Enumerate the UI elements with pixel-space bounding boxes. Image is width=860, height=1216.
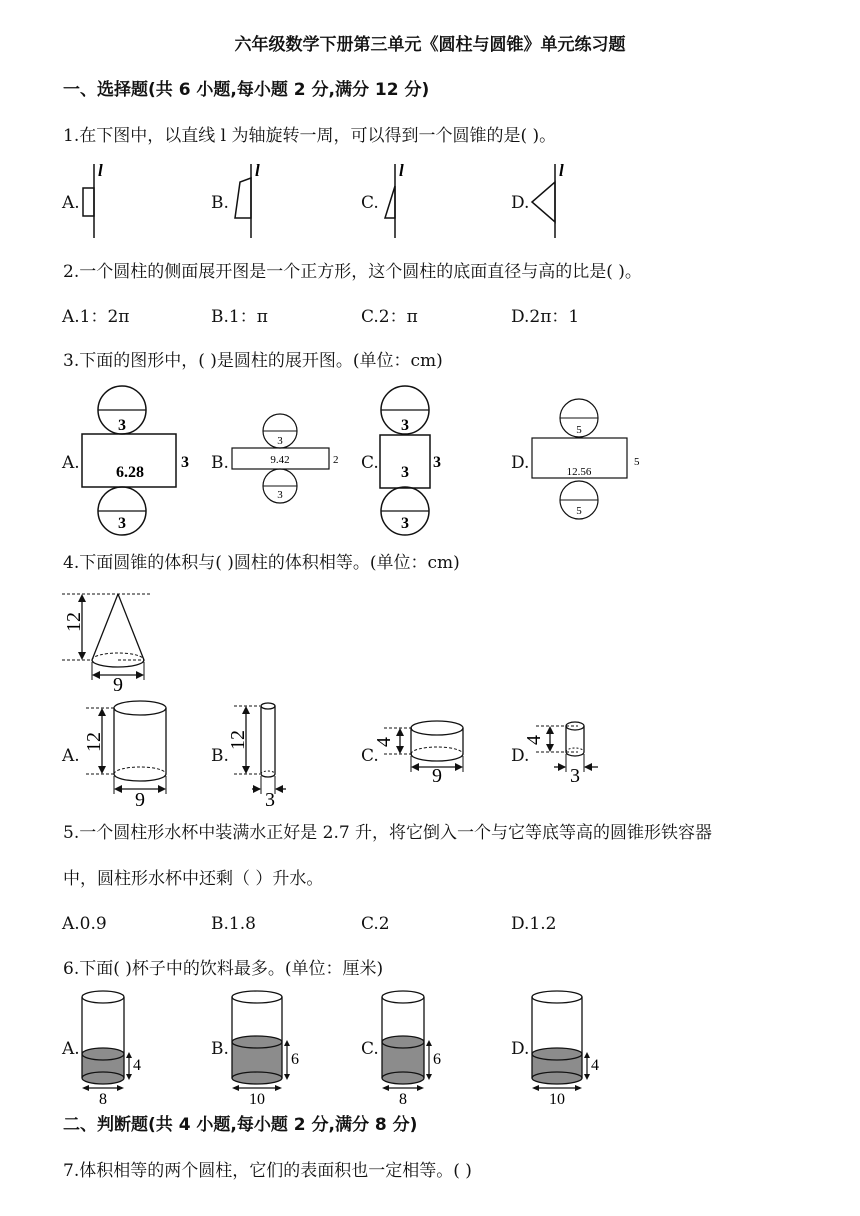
q1-option-c[interactable]: C. [361,193,379,213]
q4-cylinder-d [523,718,620,788]
q6-cup-c [380,988,450,1108]
q3-net-d [530,398,650,523]
svg-text:5: 5 [576,505,582,517]
svg-text:8: 8 [399,1091,407,1108]
svg-text:12: 12 [83,732,105,752]
svg-text:9: 9 [135,789,145,811]
svg-text:3: 3 [277,435,283,447]
axis-label: l [98,161,103,180]
q6-option-a[interactable]: A. [62,1039,80,1059]
q2-option-c[interactable]: C.2：π [361,307,418,327]
svg-text:9: 9 [113,674,123,696]
q3-net-b [230,412,350,508]
svg-text:8: 8 [99,1091,107,1108]
axis-label: l [399,161,404,180]
svg-text:4: 4 [523,735,545,745]
q3-net-c [378,385,458,535]
svg-text:9: 9 [432,765,442,787]
question-1-text: 1.在下图中，以直线 l 为轴旋转一周，可以得到一个圆锥的是( )。 [63,126,557,146]
question-2-text: 2.一个圆柱的侧面展开图是一个正方形，这个圆柱的底面直径与高的比是( )。 [63,262,642,282]
svg-text:3: 3 [401,464,409,481]
question-3-text: 3.下面的图形中，( )是圆柱的展开图。(单位：cm) [63,351,443,371]
svg-text:3: 3 [118,417,126,434]
svg-text:12: 12 [227,730,249,750]
axis-label: l [559,161,564,180]
svg-text:3: 3 [401,515,409,532]
q5-option-d[interactable]: D.1.2 [511,914,557,934]
q4-cylinder-a [83,696,184,811]
svg-text:10: 10 [249,1091,265,1108]
q4-option-b[interactable]: B. [211,746,229,766]
q6-cup-d [530,988,610,1108]
q2-option-a[interactable]: A.1：2π [62,307,130,327]
q1-figure-a [78,160,118,244]
svg-text:9.42: 9.42 [270,454,290,466]
q4-cylinder-c [373,718,480,788]
q6-cup-a [80,988,150,1108]
q5-option-b[interactable]: B.1.8 [211,914,256,934]
svg-text:3: 3 [570,765,580,787]
svg-text:3: 3 [181,454,189,471]
section-2-heading: 二、判断题(共 4 小题,每小题 2 分,满分 8 分) [63,1115,418,1135]
q4-option-d[interactable]: D. [511,746,530,766]
q1-option-a[interactable]: A. [62,193,80,213]
q6-option-d[interactable]: D. [511,1039,530,1059]
section-1-heading: 一、选择题(共 6 小题,每小题 2 分,满分 12 分) [63,80,430,100]
q2-option-d[interactable]: D.2π：1 [511,307,580,327]
svg-text:3: 3 [401,417,409,434]
svg-text:4: 4 [133,1057,141,1074]
q1-option-d[interactable]: D. [511,193,530,213]
question-7-text: 7.体积相等的两个圆柱，它们的表面积也一定相等。( ) [63,1161,472,1181]
q3-option-c[interactable]: C. [361,453,379,473]
svg-text:12: 12 [63,612,85,632]
svg-text:3: 3 [277,489,283,501]
question-6-text: 6.下面( )杯子中的饮料最多。(单位：厘米) [63,959,384,979]
q1-figure-d [525,160,575,244]
svg-text:6: 6 [291,1051,299,1068]
q3-option-b[interactable]: B. [211,453,229,473]
question-4-text: 4.下面圆锥的体积与( )圆柱的体积相等。(单位：cm) [63,553,460,573]
q4-option-c[interactable]: C. [361,746,379,766]
question-5-line-1: 5.一个圆柱形水杯中装满水正好是 2.7 升，将它倒入一个与它等底等高的圆锥形铁容器 [63,823,713,843]
svg-text:12.56: 12.56 [566,466,592,478]
axis-label: l [255,161,260,180]
q3-option-a[interactable]: A. [62,453,80,473]
svg-text:5: 5 [634,456,640,468]
q4-cylinder-b [227,696,302,811]
svg-text:4: 4 [591,1057,599,1074]
q4-cone [62,588,162,696]
q6-option-c[interactable]: C. [361,1039,379,1059]
svg-text:2: 2 [333,454,339,466]
svg-text:3: 3 [265,789,275,811]
q3-option-d[interactable]: D. [511,453,530,473]
svg-text:3: 3 [433,454,441,471]
page-title: 六年级数学下册第三单元《圆柱与圆锥》单元练习题 [234,35,626,55]
q5-option-c[interactable]: C.2 [361,914,390,934]
svg-text:10: 10 [549,1091,565,1108]
svg-text:5: 5 [576,424,582,436]
svg-text:6.28: 6.28 [116,464,144,481]
q1-figure-c [375,160,415,244]
q6-option-b[interactable]: B. [211,1039,229,1059]
svg-text:4: 4 [373,737,395,747]
q5-option-a[interactable]: A.0.9 [62,914,107,934]
question-5-line-2: 中，圆柱形水杯中还剩（ ）升水。 [63,869,324,889]
q2-option-b[interactable]: B.1：π [211,307,268,327]
q1-figure-b [225,160,265,244]
q1-option-b[interactable]: B. [211,193,229,213]
q4-option-a[interactable]: A. [62,746,80,766]
svg-text:6: 6 [433,1051,441,1068]
q3-net-a [80,385,200,535]
svg-text:3: 3 [118,515,126,532]
q6-cup-b [230,988,310,1108]
